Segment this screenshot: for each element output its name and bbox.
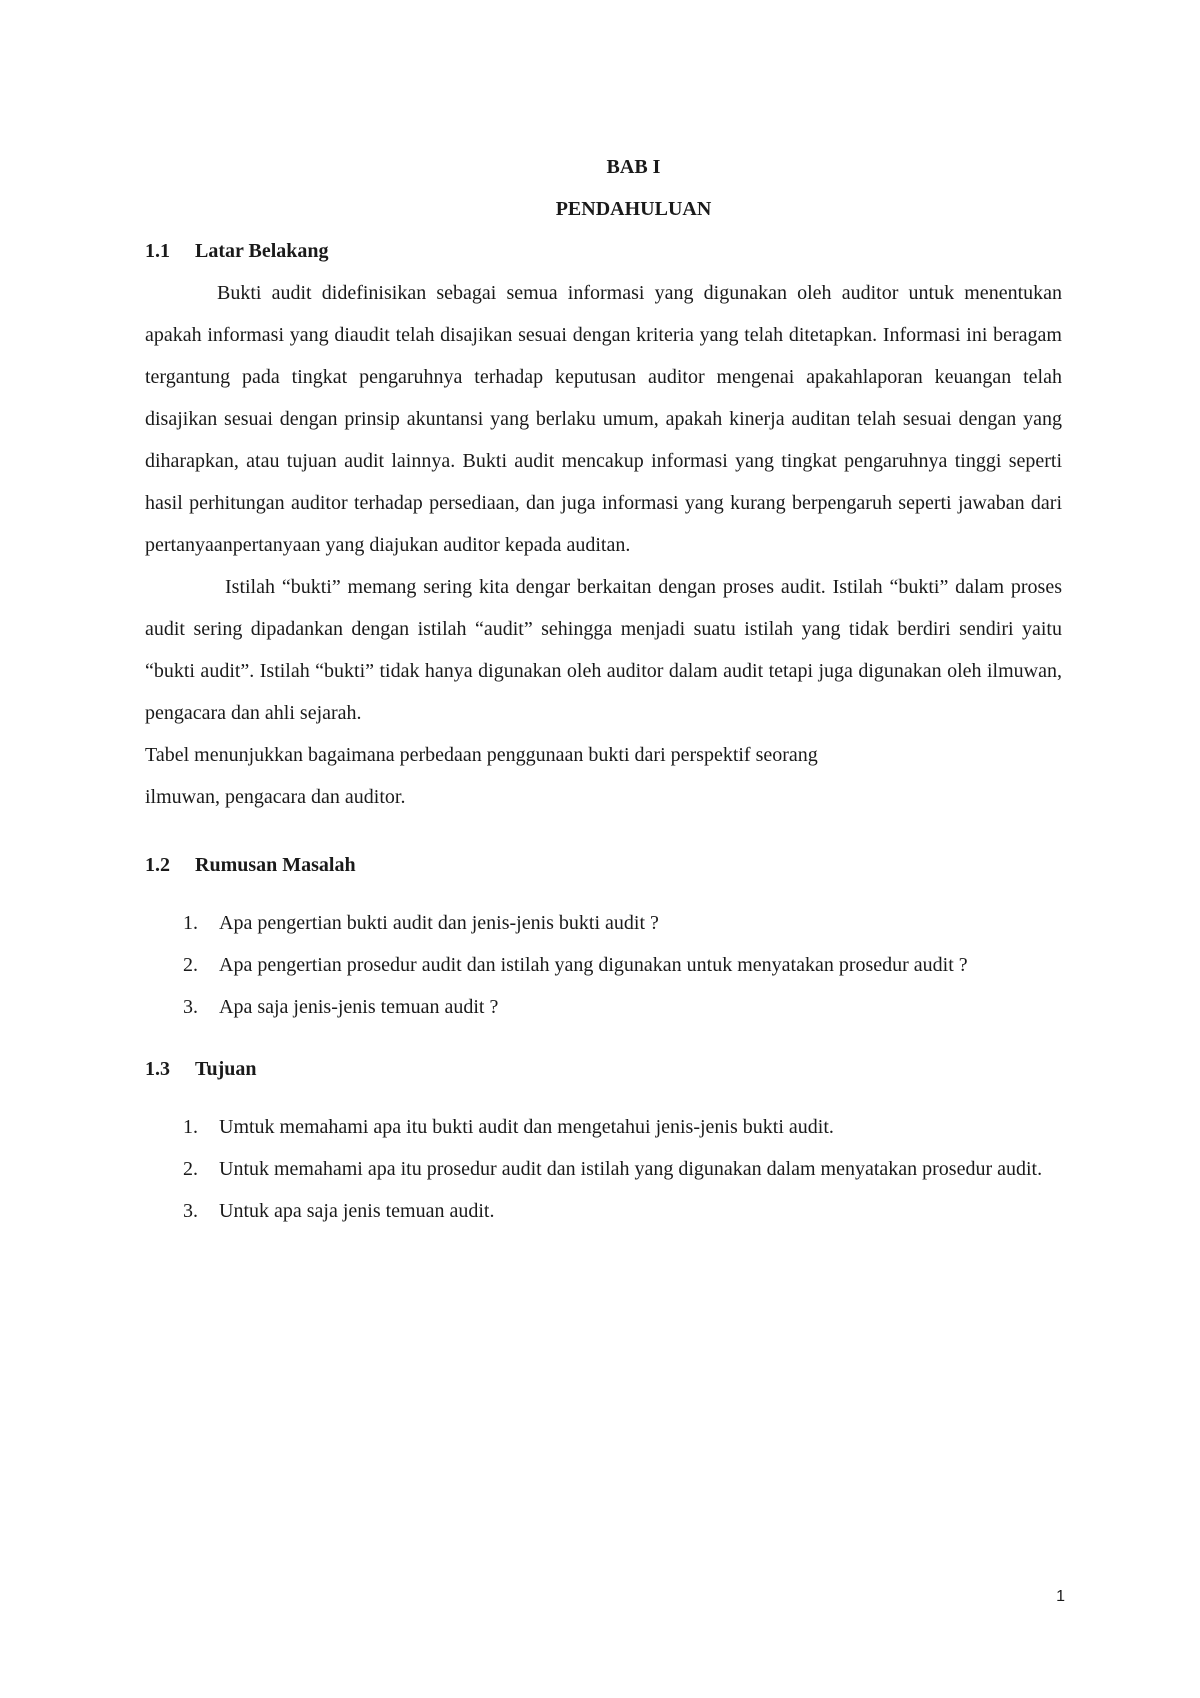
list-number: 1. xyxy=(183,1116,198,1138)
list-item xyxy=(145,1190,1062,1232)
list-text: Apa saja jenis-jenis temuan audit ? xyxy=(219,996,499,1018)
section-heading-rumusan-masalah xyxy=(145,844,1062,886)
list-text: Apa pengertian bukti audit dan jenis-jenis bukti audit ? xyxy=(219,912,659,934)
list-number: 3. xyxy=(183,996,198,1018)
page-content xyxy=(145,146,1062,1232)
list-number: 2. xyxy=(183,954,198,976)
list-text: Apa pengertian prosedur audit dan istilah yang digunakan untuk menyatakan prosedur audit ? xyxy=(219,954,968,976)
section-number: 1.3 xyxy=(145,1058,170,1080)
section-title: Rumusan Masalah xyxy=(195,854,356,876)
list-text: Umtuk memahami apa itu bukti audit dan mengetahui jenis-jenis bukti audit. xyxy=(219,1116,834,1138)
section-number: 1.1 xyxy=(145,240,170,262)
list-number: 3. xyxy=(183,1200,198,1222)
section-title: Latar Belakang xyxy=(195,240,329,262)
list-text: Untuk apa saja jenis temuan audit. xyxy=(219,1200,495,1222)
paragraph-line: ilmuwan, pengacara dan auditor. xyxy=(145,786,406,808)
list-item xyxy=(145,902,1062,944)
list-number: 1. xyxy=(183,912,198,934)
problem-list xyxy=(145,902,1062,1028)
list-number: 2. xyxy=(183,1158,198,1180)
paragraph: Istilah “bukti” memang sering kita dengar berkaitan dengan proses audit. Istilah “bukti” dalam proses audit sering dipadankan dengan istilah “audit” sehingga menjadi suatu istilah yang tidak berdiri sendiri yaitu “bukti audit”. Istilah “bukti” tidak hanya digunakan oleh auditor dalam audit tetapi juga digunakan oleh ilmuwan, pengacara dan ahli sejarah. xyxy=(145,576,1062,724)
paragraph: Bukti audit didefinisikan sebagai semua informasi yang digunakan oleh auditor untuk menentukan apakah informasi yang diaudit telah disajikan sesuai dengan kriteria yang telah ditetapkan. Informasi ini beragam tergantung pada tingkat pengaruhnya terhadap keputusan auditor mengenai apakahlaporan keuangan telah disajikan sesuai dengan prinsip akuntansi yang berlaku umum, apakah kinerja auditan telah sesuai dengan yang diharapkan, atau tujuan audit lainnya. Bukti audit mencakup informasi yang tingkat pengaruhnya tinggi seperti hasil perhitungan auditor terhadap persediaan, dan juga informasi yang kurang berpengaruh seperti jawaban dari pertanyaanpertanyaan yang diajukan auditor kepada auditan. xyxy=(145,282,1062,556)
objective-list xyxy=(145,1106,1062,1232)
page-number: 1 xyxy=(1056,1588,1065,1605)
chapter-title: PENDAHULUAN xyxy=(555,198,712,220)
section-title: Tujuan xyxy=(195,1058,257,1080)
section-heading-tujuan xyxy=(145,1048,1062,1090)
list-item xyxy=(145,1106,1062,1148)
section-number: 1.2 xyxy=(145,854,170,876)
list-item xyxy=(145,986,1062,1028)
list-text: Untuk memahami apa itu prosedur audit dan istilah yang digunakan dalam menyatakan prosedur audit. xyxy=(219,1158,1043,1180)
chapter-label: BAB I xyxy=(606,156,661,178)
list-item xyxy=(145,1148,1062,1190)
paragraph-line: Tabel menunjukkan bagaimana perbedaan penggunaan bukti dari perspektif seorang xyxy=(145,744,818,766)
section-heading-latar-belakang xyxy=(145,230,1062,272)
list-item xyxy=(145,944,1062,986)
